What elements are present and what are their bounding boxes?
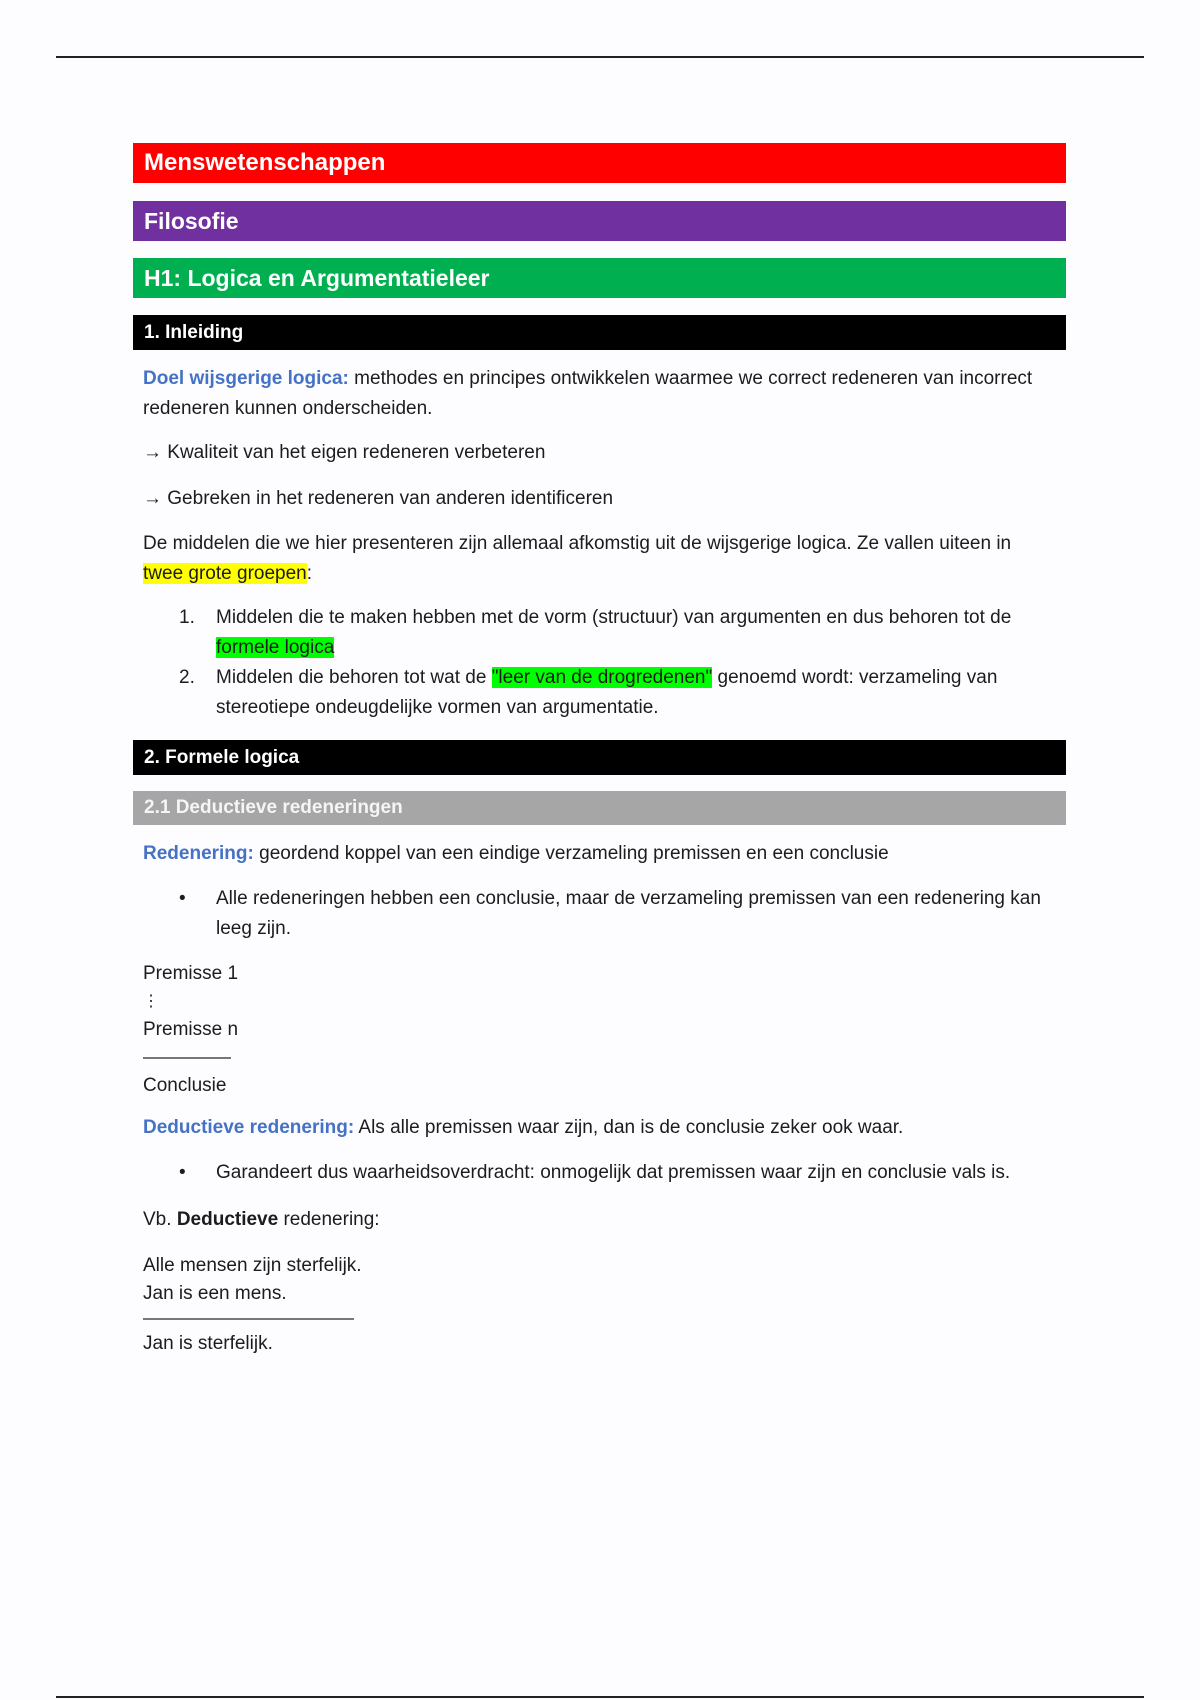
redenering-definition bbox=[133, 839, 1066, 869]
example-premise-1: Alle mensen zijn sterfelijk. bbox=[143, 1255, 362, 1276]
example-inference-line bbox=[143, 1318, 354, 1320]
bullet-icon: • bbox=[179, 888, 186, 909]
bullet-text: Alle redeneringen hebben een conclusie, maar de verzameling premissen van een redenering kan leeg zijn. bbox=[216, 888, 1041, 939]
list-number: 2. bbox=[179, 667, 195, 688]
groups-list bbox=[133, 603, 1066, 723]
example-premise-2: Jan is een mens. bbox=[143, 1283, 287, 1304]
example-heading bbox=[133, 1205, 1066, 1235]
list-item bbox=[133, 884, 1066, 944]
bullet-text: Garandeert dus waarheidsoverdracht: onmogelijk dat premissen waar zijn en conclusie vals is. bbox=[216, 1162, 1011, 1183]
list-item-after: genoemd wordt: verzameling van stereotiepe ondeugdelijke vormen van argumentatie. bbox=[216, 667, 998, 718]
course-heading: Filosofie bbox=[133, 201, 1066, 241]
redenering-term: Redenering: bbox=[143, 843, 254, 864]
list-number: 1. bbox=[179, 607, 195, 628]
conclusion-label: Conclusie bbox=[143, 1075, 227, 1096]
list-item bbox=[133, 1158, 1066, 1188]
definition-paragraph bbox=[133, 364, 1066, 424]
example-bold: Deductieve bbox=[176, 1209, 279, 1230]
deductive-text: Als alle premissen waar zijn, dan is de conclusie zeker ook waar. bbox=[354, 1117, 904, 1138]
deductive-term: Deductieve redenering: bbox=[143, 1117, 355, 1138]
deductive-definition bbox=[133, 1113, 1066, 1143]
definition-term: Doel wijsgerige logica: bbox=[143, 368, 349, 389]
groups-highlight: twee grote groepen bbox=[143, 563, 307, 584]
groups-paragraph bbox=[133, 529, 1066, 589]
groups-end: : bbox=[306, 563, 313, 584]
arrow-point-1: → Kwaliteit van het eigen redeneren verbeteren bbox=[143, 442, 546, 463]
inference-line bbox=[143, 1057, 231, 1059]
section-heading-inleiding: 1. Inleiding bbox=[133, 315, 1066, 350]
list-item-text: Middelen die behoren tot wat de bbox=[216, 667, 492, 688]
list-item bbox=[133, 663, 1066, 723]
chapter-heading: H1: Logica en Argumentatieleer bbox=[133, 258, 1066, 298]
vertical-ellipsis: ⋮ bbox=[143, 993, 159, 1010]
definition-text: methodes en principes ontwikkelen waarmee we correct redeneren van incorrect redeneren kunnen onderscheiden. bbox=[143, 368, 1033, 419]
redenering-bullets bbox=[133, 884, 1066, 944]
list-item-text: Middelen die te maken hebben met de vorm (structuur) van argumenten en dus behoren tot de bbox=[216, 607, 1012, 628]
example-suffix: redenering: bbox=[278, 1209, 380, 1230]
example-prefix: Vb. bbox=[143, 1209, 177, 1230]
premise-last: Premisse n bbox=[143, 1019, 239, 1040]
deductive-bullets bbox=[133, 1158, 1066, 1188]
section-heading-formele-logica: 2. Formele logica bbox=[133, 740, 1066, 775]
document-page bbox=[133, 143, 1066, 1358]
arrow-point-2: → Gebreken in het redeneren van anderen identificeren bbox=[143, 488, 614, 509]
list-item-highlight: formele logica bbox=[216, 637, 335, 658]
example-conclusion: Jan is sterfelijk. bbox=[143, 1333, 273, 1354]
list-item bbox=[133, 603, 1066, 663]
footer-rule bbox=[56, 1696, 1144, 1698]
subsection-heading-deductief: 2.1 Deductieve redeneringen bbox=[133, 791, 1066, 825]
list-item-highlight: "leer van de drogredenen" bbox=[491, 667, 713, 688]
redenering-text: geordend koppel van een eindige verzameling premissen en een conclusie bbox=[253, 843, 889, 864]
groups-text: De middelen die we hier presenteren zijn allemaal afkomstig uit de wijsgerige logica. Ze vallen uiteen in bbox=[143, 533, 1012, 554]
header-rule bbox=[56, 56, 1144, 58]
premise-first: Premisse 1 bbox=[143, 963, 239, 984]
bullet-icon: • bbox=[179, 1162, 186, 1183]
subject-heading: Menswetenschappen bbox=[133, 143, 1066, 183]
